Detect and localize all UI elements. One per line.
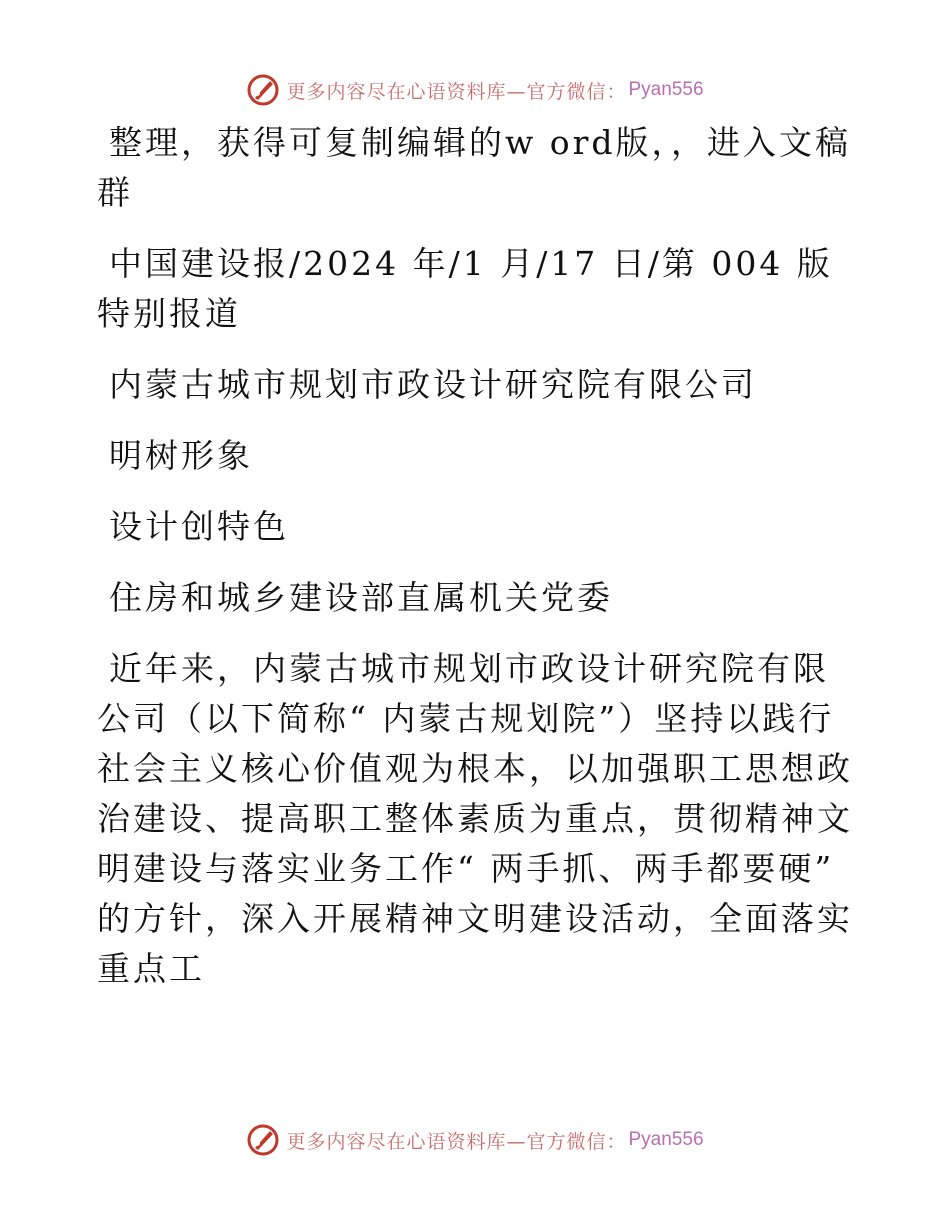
paragraph-2: 中国建设报/2024 年/1 月/17 日/第 004 版特别报道 [97,244,833,333]
banner-wechat-id: Pyan556 [628,1129,704,1150]
footer-watermark-banner [0,1120,950,1160]
banner-text: 更多内容尽在心语资料库—官方微信： [286,1130,627,1153]
quill-logo-icon [246,1123,280,1157]
banner-wechat-id: Pyan556 [628,79,704,100]
paragraph-7: 近年来，内蒙古城市规划市政设计研究院有限公司（以下简称“ 内蒙古规划院”）坚持以践行社会主义核心价值观为根本，以加强职工思想政治建设、提高职工整体素质为重点，贯彻精神文明建设与落实业务工作“ 两手抓、两手都要硬” 的方针，深入开展精神文明建设活动，全面落实重点工 [97,649,853,988]
header-watermark-banner [0,70,950,110]
paragraph-3: 内蒙古城市规划市政设计研究院有限公司 [109,365,757,404]
banner-text: 更多内容尽在心语资料库—官方微信： [286,80,627,103]
paragraph-6: 住房和城乡建设部直属机关党委 [109,578,613,617]
quill-logo-icon [246,73,280,107]
document-body [97,118,857,1015]
paragraph-4: 明树形象 [109,436,253,475]
paragraph-5: 设计创特色 [109,507,289,546]
paragraph-1: 整理，获得可复制编辑的w ord版，，进入文稿群 [97,123,852,212]
